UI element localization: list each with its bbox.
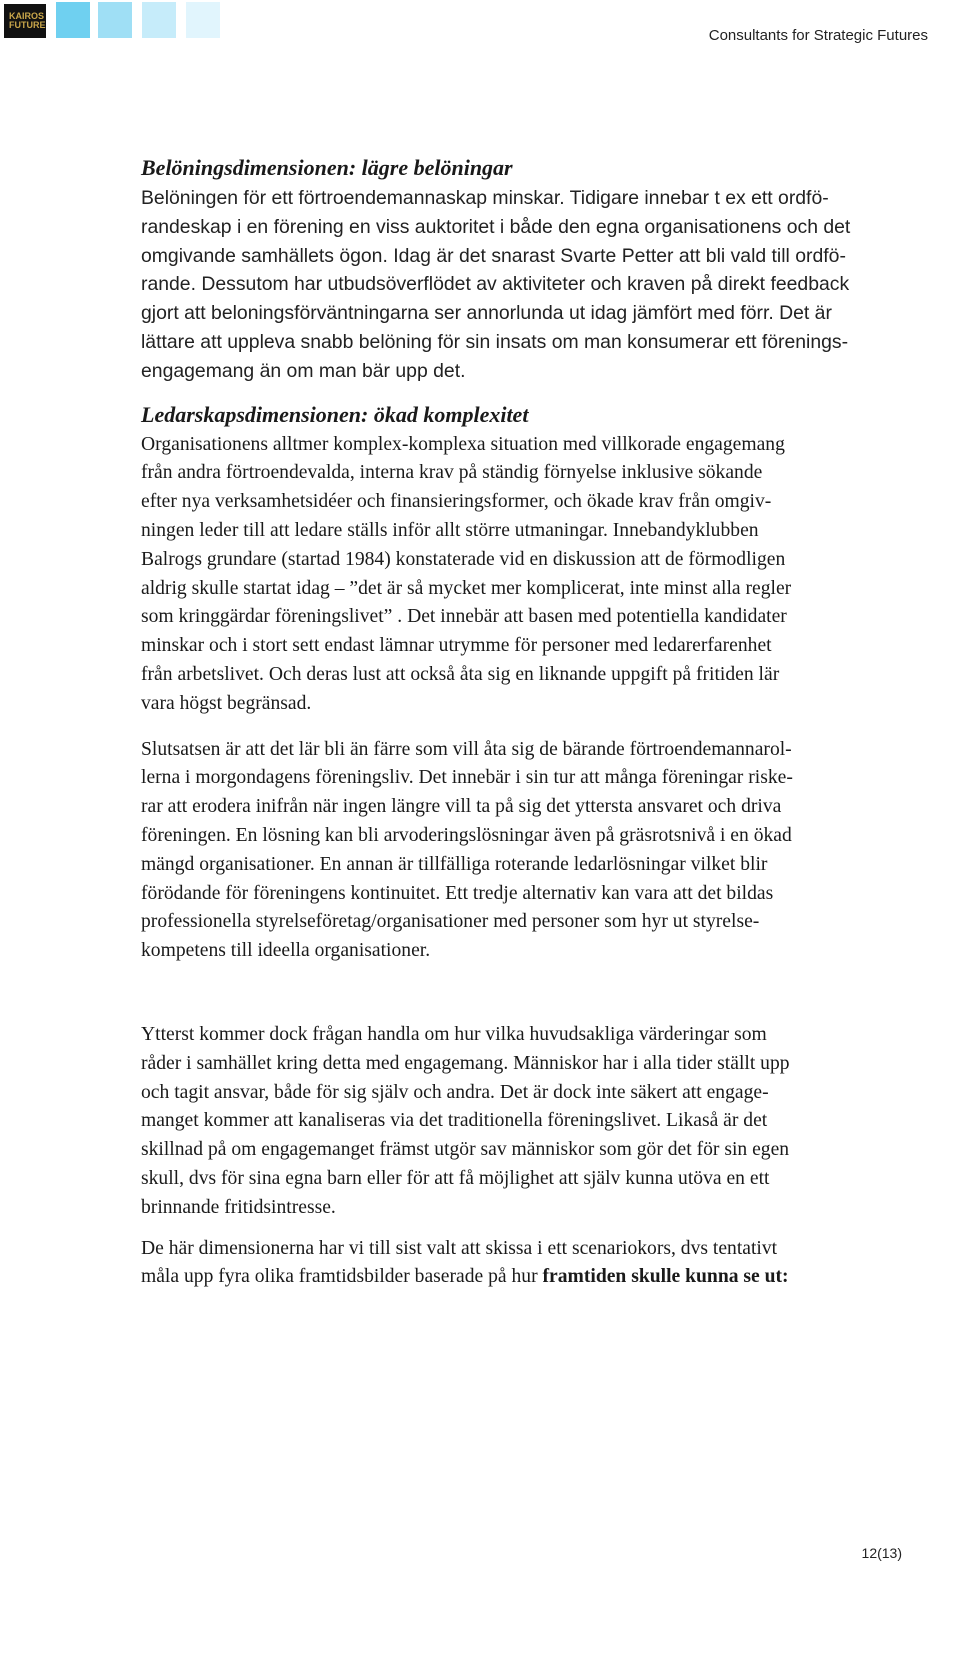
color-block	[186, 2, 220, 38]
text-line: engagemang än om man bär upp det.	[141, 359, 466, 382]
text-segment: måla upp fyra olika framtidsbilder baserade på hur	[141, 1266, 543, 1288]
text-line: rar att erodera inifrån när ingen längre vill ta på sig det yttersta ansvaret och driva	[141, 796, 782, 818]
text-line: skull, dvs för sina egna barn eller för att få möjlighet att själv kunna utöva en ett	[141, 1167, 770, 1189]
paragraph-conclusion	[141, 736, 893, 966]
text-line: gjort att beloningsförväntningarna ser annorlunda ut idag jämfört med förr. Det är	[141, 302, 832, 325]
text-line: omgivande samhällets ögon. Idag är det snarast Svarte Petter att bli vald till ordfö-	[141, 244, 846, 267]
page-header	[0, 0, 960, 48]
text-line: manget kommer att kanaliseras via det traditionella föreningslivet. Likaså är det	[141, 1110, 768, 1132]
kairos-future-logo	[4, 4, 46, 38]
text-line	[141, 1263, 893, 1292]
color-block	[142, 2, 176, 38]
text-line: aldrig skulle startat idag – ”det är så mycket mer komplicerat, inte minst alla regler	[141, 577, 792, 599]
text-line: efter nya verksamhetsidéer och finansieringsformer, och ökade krav från omgiv-	[141, 491, 772, 513]
paragraph-rewards	[141, 184, 893, 386]
emphasized-text: framtiden skulle kunna se ut:	[542, 1266, 789, 1288]
text-line: föreningen. En lösning kan bli arvoderingslösningar även på gräsrotsnivå i en ökad	[141, 824, 792, 846]
text-line: Belöningen för ett förtroendemannaskap minskar. Tidigare innebar t ex ett ordfö-	[141, 187, 829, 209]
text-line: förödande för föreningens kontinuitet. Ett tredje alternativ kan vara att det bildas	[141, 882, 774, 904]
paragraph-values	[141, 1021, 893, 1223]
text-line: från andra förtroendevalda, interna krav på ständig förnyelse inklusive sökande	[141, 462, 763, 484]
text-line: Slutsatsen är att det lär bli än färre som vill åta sig de bärande förtroendemannarol-	[141, 738, 792, 760]
logo-line-1: KAIROS	[9, 11, 45, 21]
text-line: från arbetslivet. Och deras lust att också åta sig en liknande uppgift på fritiden lär	[141, 663, 780, 685]
text-line: brinnande fritidsintresse.	[141, 1196, 336, 1218]
text-line: professionella styrelseföretag/organisationer med personer som hyr ut styrelse-	[141, 911, 760, 933]
text-line: lerna i morgondagens föreningsliv. Det innebär i sin tur att många föreningar riske-	[141, 767, 793, 789]
text-line: minskar och i stort sett endast lämnar utrymme för personer med ledarerfarenhet	[141, 635, 772, 657]
text-line: skillnad på om engagemanget främst utgör sav människor som gör det för sin egen	[141, 1139, 790, 1161]
paragraph-leadership	[141, 431, 893, 719]
page-number: 12(13)	[861, 1545, 902, 1561]
text-line: ningen leder till att ledare ställs inför allt större utmaningar. Innebandyklubben	[141, 519, 759, 541]
text-line: som kringgärdar föreningslivet” . Det innebär att basen med potentiella kandidater	[141, 606, 787, 628]
text-line: lättare att uppleva snabb belöning för sin insats om man konsumerar ett förenings-	[141, 330, 849, 353]
header-tagline: Consultants for Strategic Futures	[708, 27, 928, 44]
logo-line-2: FUTURE	[9, 20, 46, 30]
text-line: mängd organisationer. En annan är tillfälliga roterande ledarlösningar vilket blir	[141, 853, 768, 875]
paragraph-scenario-intro	[141, 1235, 893, 1293]
document-body	[141, 155, 893, 1292]
text-line: och tagit ansvar, både för sig själv och andra. Det är dock inte säkert att engage-	[141, 1081, 769, 1103]
section-heading-leadership: Ledarskapsdimensionen: ökad komplexitet	[141, 401, 529, 427]
section-heading-rewards: Belöningsdimensionen: lägre belöningar	[141, 155, 513, 180]
text-line: råder i samhället kring detta med engagemang. Människor har i alla tider ställt upp	[141, 1052, 790, 1074]
text-line: vara högst begränsad.	[141, 692, 312, 714]
color-block	[56, 2, 90, 38]
text-line: randeskap i en förening en viss auktoritet i både den egna organisationens och det	[141, 215, 851, 238]
text-line: Balrogs grundare (startad 1984) konstaterade vid en diskussion att de förmodligen	[141, 548, 786, 570]
color-block	[98, 2, 132, 38]
text-line: De här dimensionerna har vi till sist valt att skissa i ett scenariokors, dvs tentativt	[141, 1237, 778, 1259]
text-line: rande. Dessutom har utbudsöverflödet av aktiviteter och kraven på direkt feedback	[141, 273, 850, 296]
text-line: kompetens till ideella organisationer.	[141, 940, 431, 962]
text-line: Ytterst kommer dock frågan handla om hur vilka huvudsakliga värderingar som	[141, 1023, 767, 1045]
text-line: Organisationens alltmer komplex-komplexa situation med villkorade engagemang	[141, 433, 785, 455]
